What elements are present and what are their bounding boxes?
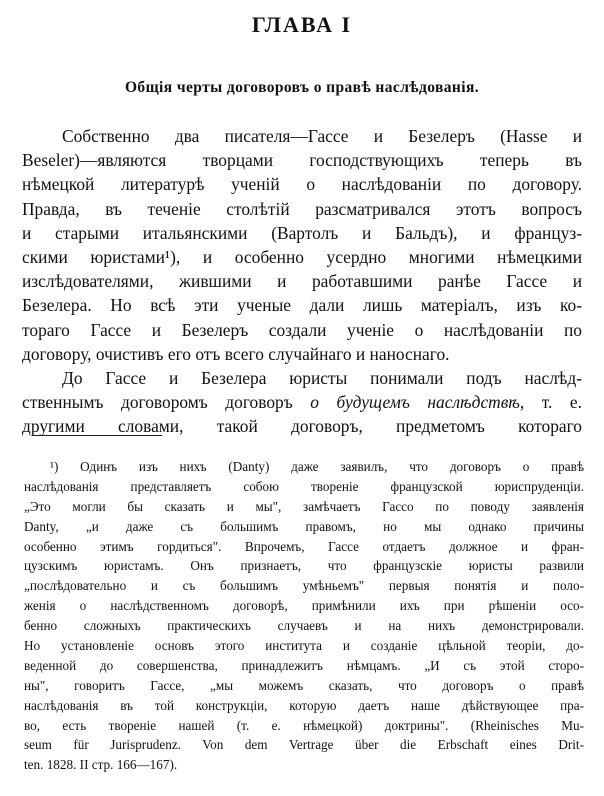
text-line: скими юристами¹), и особенно усердно многими нѣмецкими — [22, 246, 582, 267]
footnote-line: seum für Jurisprudenz. Von dem Vertrage über die Erbschaft eines Drit- — [24, 737, 584, 753]
text-line: и старыми итальянскими (Вартолъ и Бальдъ), и француз- — [22, 222, 582, 243]
footnote-line: особенно этимъ гордиться". Впрочемъ, Гассе отдаетъ должное и фран- — [24, 538, 584, 554]
main-text — [22, 124, 582, 438]
footnote-line: во, есть твореніе нашей (т. е. нѣмецкой) доктрины". (Rheinisches Mu- — [24, 717, 584, 733]
footnote-line: Но установленіе основъ этого института и созданіе цѣльной теоріи, до- — [24, 638, 584, 654]
footnote-line: ¹) Одинъ изъ нихъ (Danty) даже заявилъ, что договоръ о правѣ — [50, 459, 584, 474]
footnote-line: ten. 1828. II стр. 166—167). — [24, 757, 178, 773]
chapter-title: ГЛАВА I — [251, 12, 353, 37]
text-line: Правда, въ теченіе столѣтій разсматривался этотъ вопросъ — [22, 198, 582, 219]
footnote-divider — [32, 435, 162, 436]
text-line: другими словами, такой договоръ, предметомъ котораго — [22, 416, 582, 437]
footnote-block — [24, 457, 584, 775]
text-line: Собственно два писателя—Гассе и Безелеръ (Hasse и — [62, 126, 582, 146]
text-line: изслѣдователями, жившими и работавшими ранѣе Гассе и — [22, 271, 582, 292]
text-segment: ственнымъ договоромъ договоръ — [22, 392, 293, 413]
text-segment: , т. е. — [519, 392, 582, 413]
text-line: До Гассе и Безелера юристы понимали подъ наслѣд- — [62, 367, 582, 388]
italic-term: о будущемъ наслѣдствѣ — [310, 392, 520, 413]
text-line: договору, очистивъ его отъ всего случайнаго и наноснаго. — [22, 343, 450, 364]
footnote-line: Danty, „и даже съ большимъ правомъ, но мы однако причины — [24, 518, 584, 534]
section-title: Общія черты договоровъ о правѣ наслѣдованія. — [124, 79, 480, 96]
footnote-line: „Это могли бы сказать и мы", замѣчаетъ Гассо по поводу заявленія — [24, 498, 584, 514]
footnote-line: наслѣдованія представляетъ собою твореніе французской юриспруденціи. — [24, 478, 584, 494]
text-line: Безелера. Но всѣ эти ученые дали лишь матеріалъ, изъ ко- — [22, 295, 582, 316]
footnote-line: веденной до совершенства, принадлежитъ нѣмцамъ. „И съ этой сторо- — [24, 657, 584, 673]
text-line: нѣмецкой литературѣ ученій о наслѣдованіи по договору. — [22, 174, 582, 195]
footnote-line: бенно сложныхъ практическихъ случаевъ и на нихъ демонстрировали. — [24, 618, 584, 634]
text-line-mixed — [22, 390, 582, 414]
text-line: тораго Гассе и Безелеръ создали ученіе о наслѣдованіи по — [22, 319, 582, 340]
text-line: Beseler)—являются творцами господствующихъ теперь въ — [22, 150, 582, 171]
footnote-line: наслѣдованія въ той конструкціи, которую даетъ наше дѣйствующее пра- — [24, 697, 584, 713]
footnote-line: „послѣдовательно и съ большимъ умѣньемъ" первыя понятія и поло- — [24, 578, 584, 594]
footnote-line: цузскимъ юристамъ. Онъ признаетъ, что французскіе юристы развили — [24, 558, 584, 574]
footnote-line: женія о наслѣдственномъ договорѣ, примѣнили ихъ при рѣшеніи осо- — [24, 598, 584, 614]
footnote-line: ны", говоритъ Гассе, „мы можемъ сказать, что договоръ о правѣ — [24, 677, 584, 693]
